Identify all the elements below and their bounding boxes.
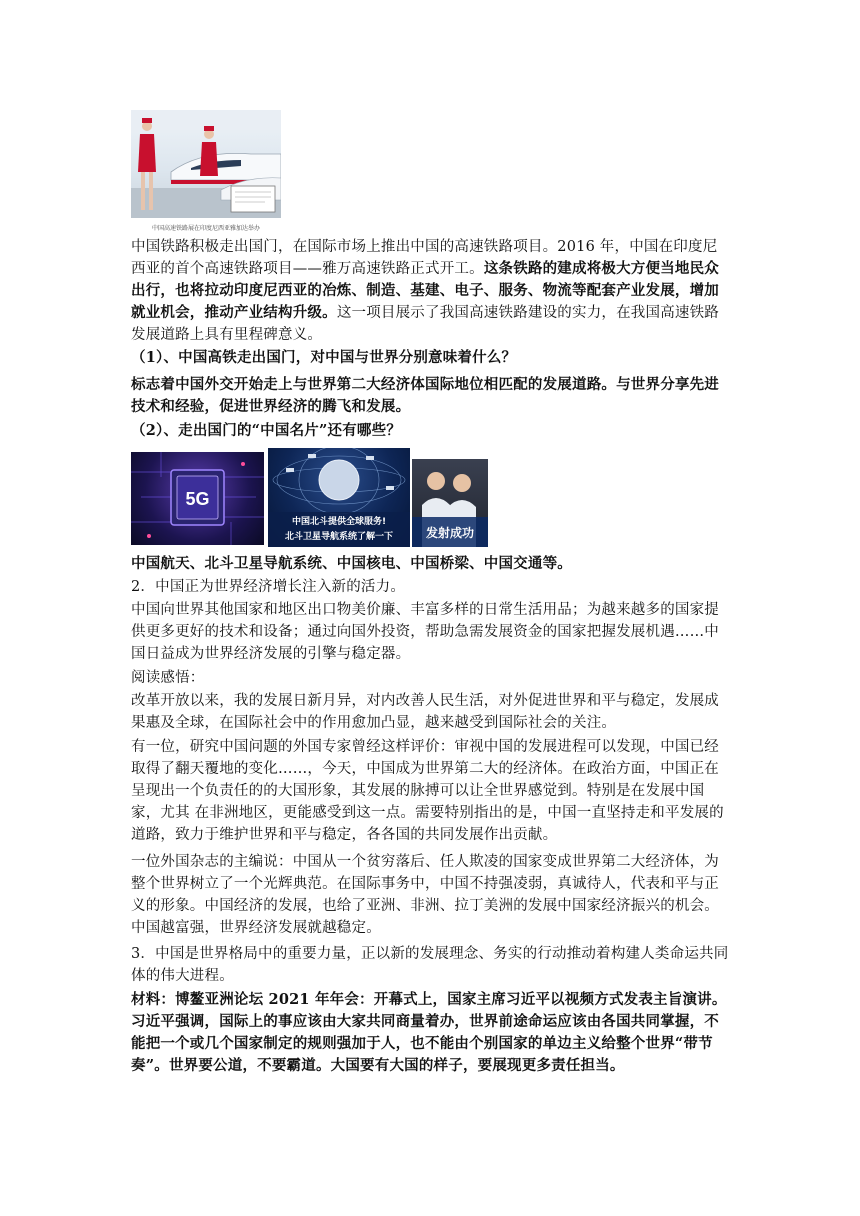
rail-photo-illustration	[131, 110, 281, 218]
answer-1: 标志着中国外交开始走上与世界第二大经济体国际地位相匹配的发展道路。与世界分享先进技术和经验，促进世界经济的腾飞和发展。	[131, 376, 719, 415]
5g-label: 5G	[185, 489, 210, 509]
reading-paragraph-2: 有一位，研究中国问题的外国专家曾经这样评价：审视中国的发展进程可以发现，中国已经取得了翻天覆地的变化……，今天，中国成为世界第二大的经济体。在政治方面，中国正在呈现出一个负责任的的大国形象，其发展的脉搏可以让全世界感觉到。特别是在发展中国家，尤其 在非洲地区，更能感受到这一点。需要特别指出的是，中国一直坚持走和平发展的道路，致力于维护世界和平与稳定，各各国的共同发展作出贡献。	[131, 739, 724, 843]
astronaut-launch-image	[412, 459, 488, 547]
rail-paragraph	[131, 236, 731, 346]
beidou-satellite-graphic	[268, 448, 410, 547]
beidou-headline: 中国北斗提供全球服务!	[291, 517, 387, 527]
question-2: （2）、走出国门的“中国名片”还有哪些？	[131, 422, 402, 439]
rail-paragraph-conclusion: 这一项目展示了我国高速铁路建设的实力，在我国高速铁路发展道路上具有里程碑意义。	[131, 305, 720, 343]
rail-paragraph-bold: 这条铁路的建成将极大方便当地民众出行，也将拉动印度尼西亚的冶炼、制造、基建、电子、服务、物流等配套产业发展，增加就业机会，推动产业结构升级。	[131, 260, 720, 321]
beidou-satellite-image	[268, 448, 410, 547]
point-2-body: 中国向世界其他国家和地区出口物美价廉、丰富多样的日常生活用品；为越来越多的国家提供更多更好的技术和设备；通过向国外投资，帮助急需发展资金的国家把握发展机遇……中国日益成为世界经济发展的引擎与稳定器。	[131, 602, 719, 662]
rail-paragraph-intro: 中国铁路积极走出国门，在国际市场上推出中国的高速铁路项目。2016 年，中国在印度尼西亚的首个高速铁路项目——雅万高速铁路正式开工。	[131, 239, 718, 277]
beidou-subline: 北斗卫星导航系统了解一下	[284, 532, 394, 542]
reading-paragraph-1: 改革开放以来，我的发展日新月异，对内改善人民生活，对外促进世界和平与稳定，发展成果惠及全球，在国际社会中的作用愈加凸显，越来越受到国际社会的关注。	[131, 693, 719, 731]
photo-caption: 中国高速铁路展在印度尼西亚雅加达举办	[151, 225, 260, 232]
point-2-title: 2．中国正为世界经济增长注入新的活力。	[131, 579, 406, 595]
rail-exhibition-photo	[131, 110, 281, 218]
reading-title: 阅读感悟：	[131, 670, 205, 686]
5g-chip-graphic	[131, 452, 264, 545]
astronaut-launch-graphic	[412, 459, 488, 547]
point-3-title: 3．中国是世界格局中的重要力量，正以新的发展理念、务实的行动推动着构建人类命运共同体的伟大进程。	[131, 946, 729, 984]
answer-2: 中国航天、北斗卫星导航系统、中国核电、中国桥梁、中国交通等。	[131, 555, 572, 572]
boao-material: 材料：博鳌亚洲论坛 2021 年年会：开幕式上，国家主席习近平以视频方式发表主旨演讲。习近平强调，国际上的事应该由大家共同商量着办，世界前途命运应该由各国共同掌握，不能把一个或几个国家制定的规则强加于人，也不能由个别国家的单边主义给整个世界“带节奏”。世界要公道，不要霸道。大国要有大国的样子，要展现更多责任担当。	[131, 991, 727, 1074]
question-1: （1）、中国高铁走出国门，对中国与世界分别意味着什么？	[131, 349, 517, 366]
5g-chip-image	[131, 452, 264, 545]
launch-label: 发射成功	[425, 526, 475, 540]
reading-paragraph-3: 一位外国杂志的主编说：中国从一个贫穷落后、任人欺凌的国家变成世界第二大经济体，为整个世界树立了一个光辉典范。在国际事务中，中国不持强凌弱，真诚待人，代表和平与正义的形象。中国经济的发展，也给了亚洲、非洲、拉丁美洲的发展中国家经济振兴的机会。中国越富强，世界经济发展就越稳定。	[131, 854, 719, 936]
